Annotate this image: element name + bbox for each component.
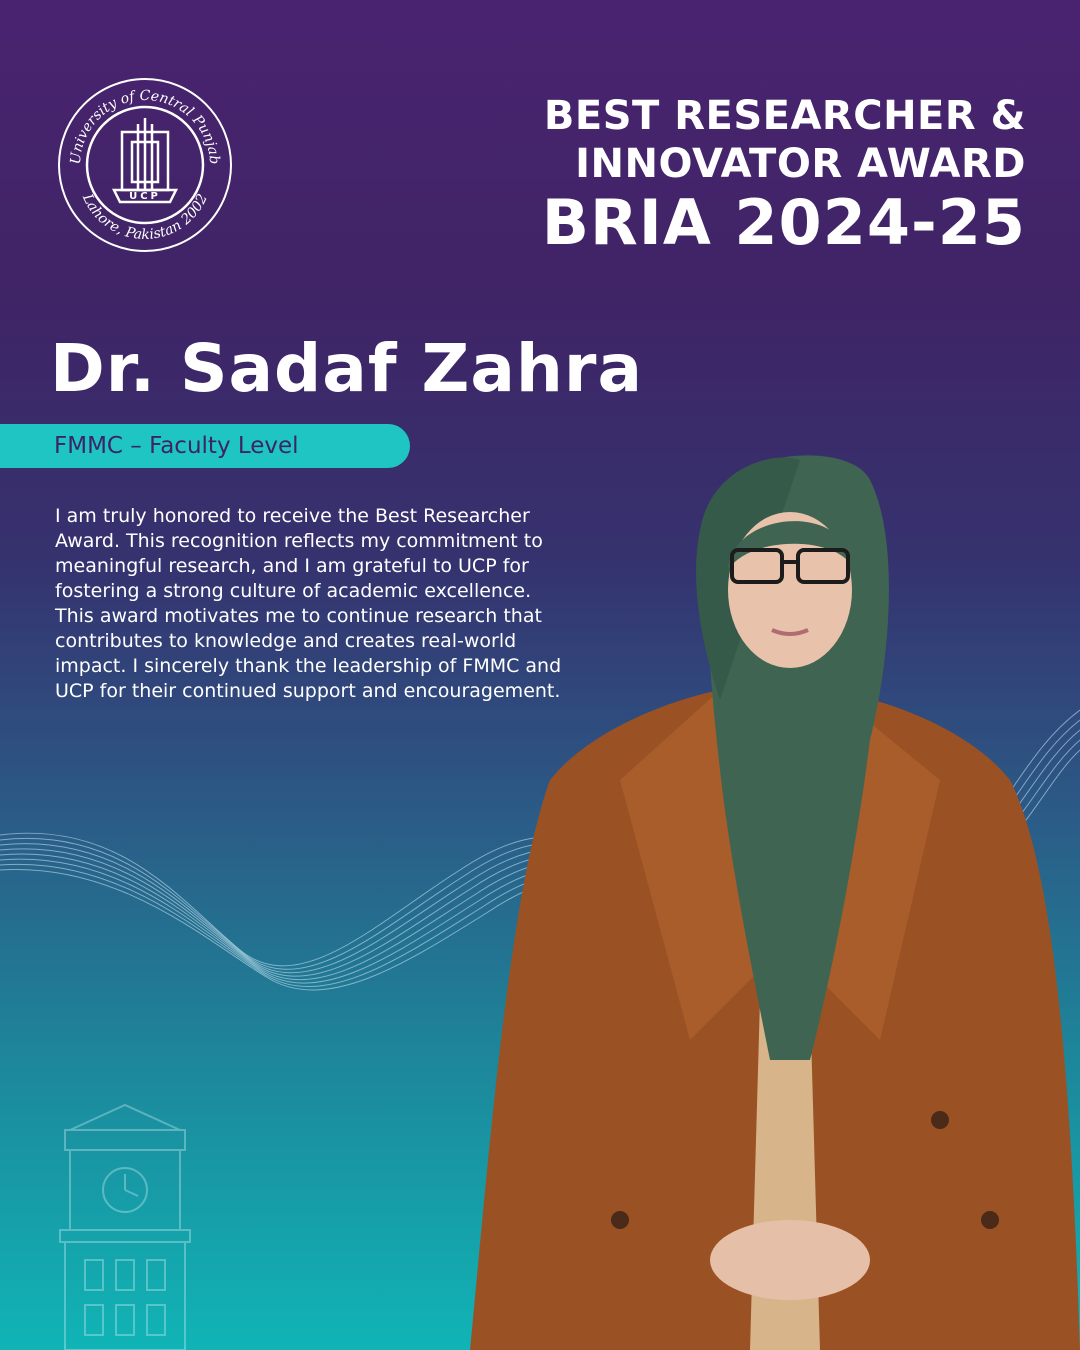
quote-paragraph-1: I am truly honored to receive the Best Researcher Award. This recognition reflects my commitment to meaningful research, and I am grateful to UCP for fostering a strong culture of academic excellence. [55,505,543,602]
recipient-name: Dr. Sadaf Zahra [50,330,643,407]
quote-paragraph-2: This award motivates me to continue research that contributes to knowledge and creates real-world impact. I sincerely thank the leadership of FMMC and UCP for their continued support and encouragement. [55,605,562,702]
logo-badge-text: UCP [129,191,161,202]
ucp-logo [52,72,238,258]
logo-ring-top-text: University of Central Punjab [67,87,223,165]
award-title-line1: BEST RESEARCHER & [543,93,1026,139]
clock-tower-icon [50,1100,200,1350]
logo-ring-bottom-text: Lahore, Pakistan 2002 [78,191,212,244]
award-title-year: BRIA 2024-25 [541,186,1026,259]
category-badge: FMMC – Faculty Level [0,424,410,468]
portrait-photo [470,440,1080,1350]
award-title-line2: INNOVATOR AWARD [575,141,1026,187]
award-title [542,92,1026,258]
